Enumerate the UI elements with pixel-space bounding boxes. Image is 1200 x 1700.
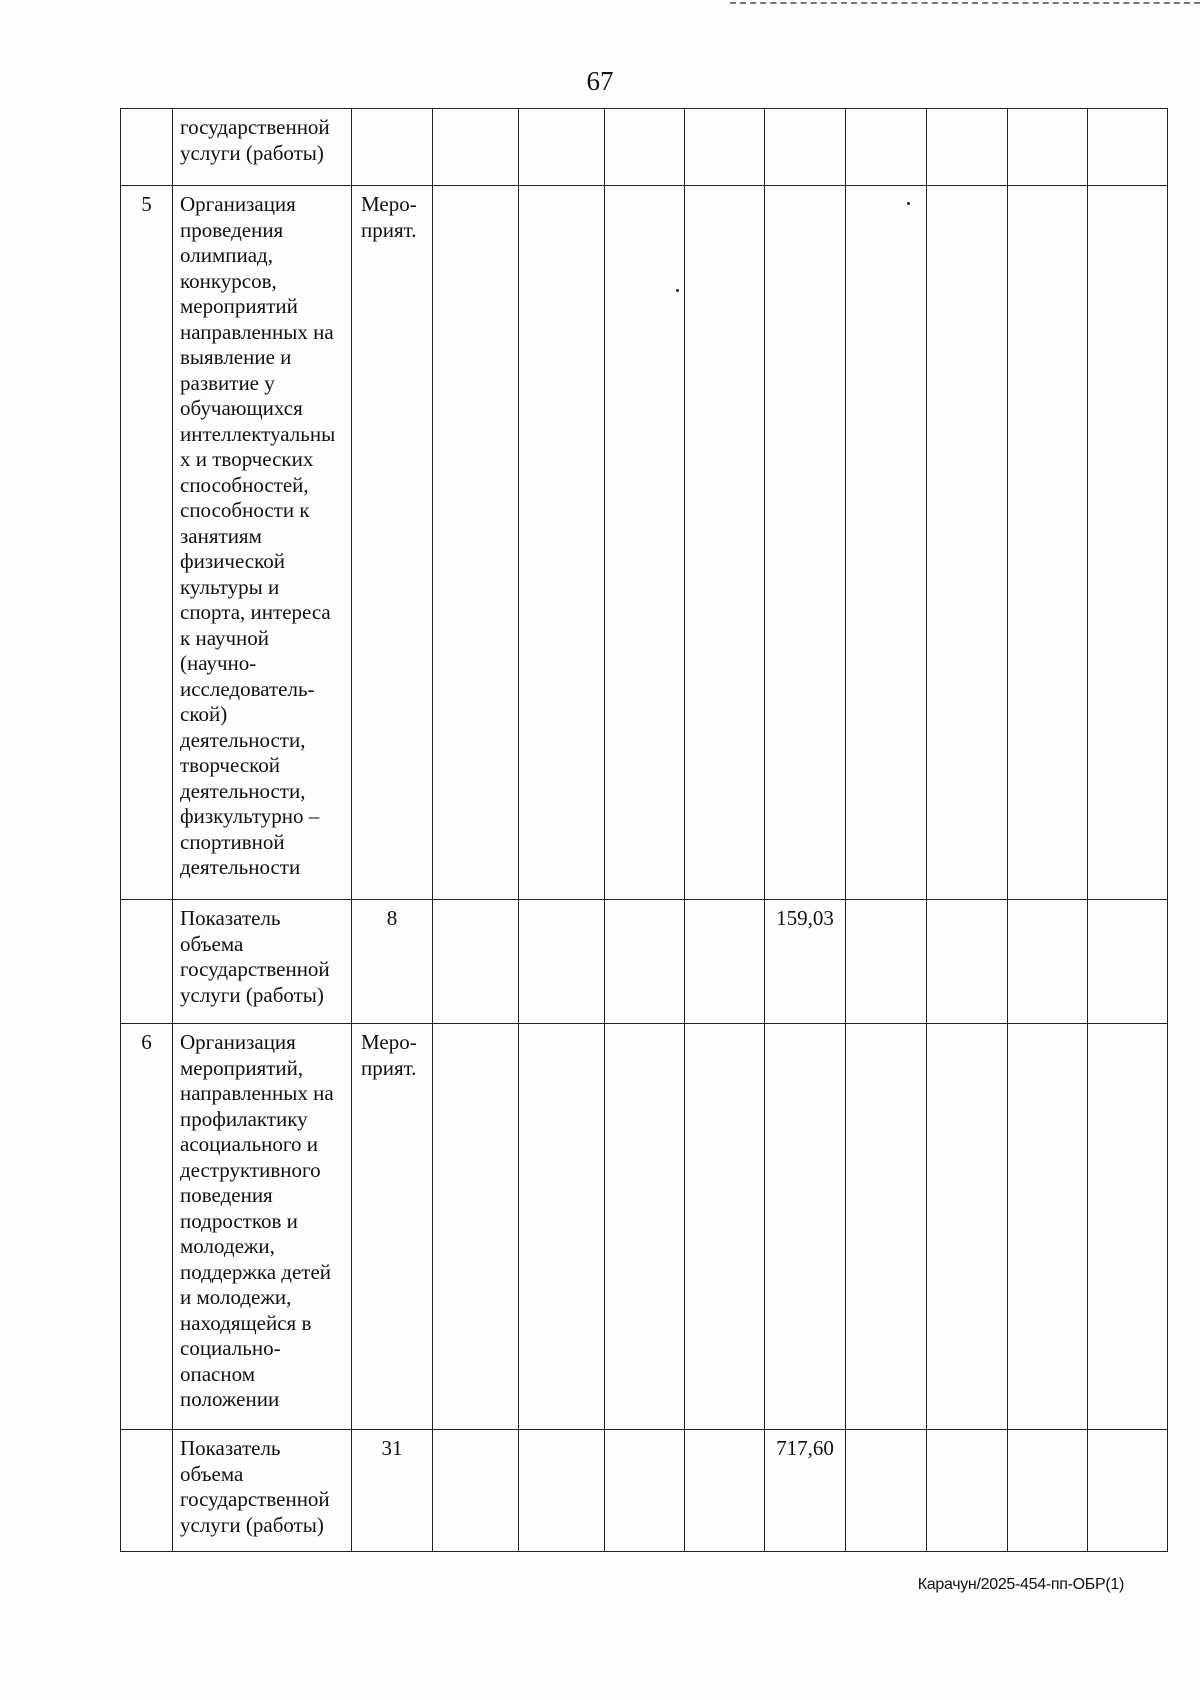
empty-cell — [519, 900, 605, 1024]
table-row — [121, 186, 1168, 900]
row-number-cell — [121, 1430, 173, 1552]
row-name-cell: государственной услуги (работы) — [173, 109, 352, 186]
empty-cell — [685, 109, 765, 186]
empty-cell — [1088, 186, 1168, 900]
empty-cell — [519, 109, 605, 186]
empty-cell — [685, 1024, 765, 1430]
empty-cell — [1088, 1430, 1168, 1552]
empty-cell — [519, 186, 605, 900]
value-cell — [765, 109, 846, 186]
count-cell: 31 — [352, 1430, 433, 1552]
scan-speck — [907, 202, 910, 205]
unit-cell: Меро-прият. — [352, 1024, 433, 1430]
empty-cell — [685, 900, 765, 1024]
empty-cell — [846, 186, 927, 900]
empty-cell — [927, 900, 1008, 1024]
empty-cell — [605, 1430, 685, 1552]
empty-cell — [605, 109, 685, 186]
empty-cell — [1008, 109, 1088, 186]
empty-cell — [846, 109, 927, 186]
row-number-cell: 5 — [121, 186, 173, 900]
document-footer-code: Карачун/2025-454-пп-ОБР(1) — [917, 1576, 1124, 1593]
row-name-cell: Организация мероприятий, направленных на профилактику асоциального и деструктивного поведения подростков и молодежи, поддержка детей и молодежи, находящейся в социально-опасном положении — [173, 1024, 352, 1430]
empty-cell — [1008, 900, 1088, 1024]
empty-cell — [605, 1024, 685, 1430]
table-row — [121, 1430, 1168, 1552]
empty-cell — [927, 1024, 1008, 1430]
empty-cell — [433, 1024, 519, 1430]
table-row — [121, 109, 1168, 186]
empty-cell — [685, 186, 765, 900]
empty-cell — [846, 1024, 927, 1430]
empty-cell — [846, 900, 927, 1024]
empty-cell — [927, 186, 1008, 900]
scan-top-edge-line — [730, 2, 1200, 4]
empty-cell — [519, 1024, 605, 1430]
row-name-cell: Организация проведения олимпиад, конкурсов, мероприятий направленных на выявление и развитие у обучающихся интеллектуальны х и творческих способностей, способности к занятиям физической культуры и спорта, интереса к научной (научно-исследователь-ской) деятельности, творческой деятельности, физкультурно – спортивной деятельности — [173, 186, 352, 900]
row-number-cell: 6 — [121, 1024, 173, 1430]
value-cell: 159,03 — [765, 900, 846, 1024]
value-cell — [765, 1024, 846, 1430]
row-name-cell: Показатель объема государственной услуги (работы) — [173, 900, 352, 1024]
empty-cell — [605, 186, 685, 900]
empty-cell — [1088, 900, 1168, 1024]
empty-cell — [927, 109, 1008, 186]
empty-cell — [433, 900, 519, 1024]
empty-cell — [685, 1430, 765, 1552]
empty-cell — [1008, 1024, 1088, 1430]
data-table — [120, 108, 1168, 1552]
value-cell: 717,60 — [765, 1430, 846, 1552]
scan-speck — [676, 289, 679, 292]
unit-cell: Меро-прият. — [352, 186, 433, 900]
empty-cell — [433, 1430, 519, 1552]
table-row — [121, 1024, 1168, 1430]
table-row — [121, 900, 1168, 1024]
unit-cell — [352, 109, 433, 186]
empty-cell — [433, 109, 519, 186]
empty-cell — [1008, 1430, 1088, 1552]
page-number: 67 — [586, 66, 614, 96]
count-cell: 8 — [352, 900, 433, 1024]
row-number-cell — [121, 900, 173, 1024]
empty-cell — [927, 1430, 1008, 1552]
value-cell — [765, 186, 846, 900]
empty-cell — [1088, 109, 1168, 186]
empty-cell — [519, 1430, 605, 1552]
empty-cell — [433, 186, 519, 900]
empty-cell — [1088, 1024, 1168, 1430]
empty-cell — [1008, 186, 1088, 900]
row-number-cell — [121, 109, 173, 186]
empty-cell — [846, 1430, 927, 1552]
row-name-cell: Показатель объема государственной услуги (работы) — [173, 1430, 352, 1552]
empty-cell — [605, 900, 685, 1024]
